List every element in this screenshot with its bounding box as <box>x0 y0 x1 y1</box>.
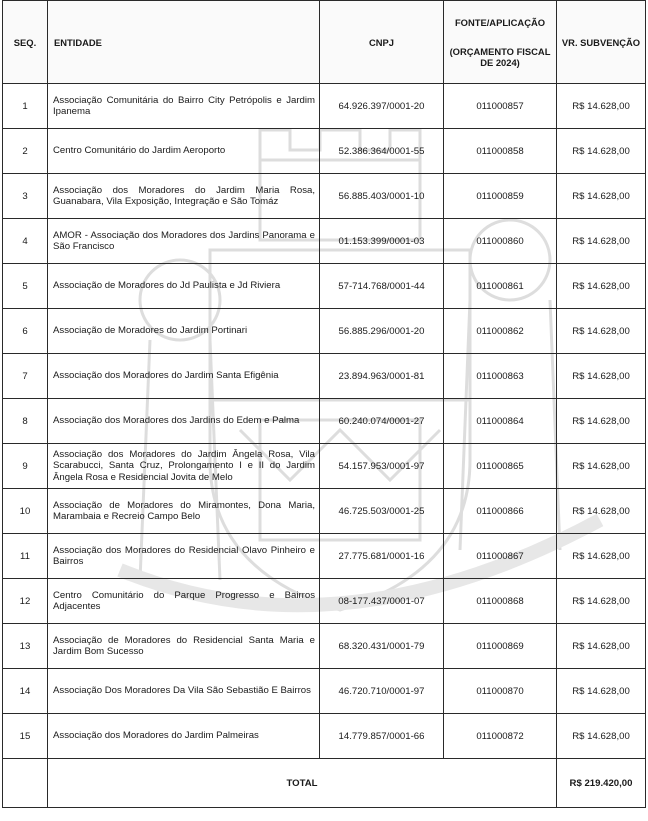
table-row <box>3 219 646 264</box>
total-label: TOTAL <box>48 759 557 808</box>
row-fonte: 011000863 <box>444 354 557 399</box>
table-row <box>3 669 646 714</box>
row-entidade: Associação de Moradores do Jardim Portinari <box>48 309 320 354</box>
row-valor: R$ 14.628,00 <box>557 84 646 129</box>
table-row <box>3 354 646 399</box>
row-fonte: 011000859 <box>444 174 557 219</box>
row-cnpj: 68.320.431/0001-79 <box>320 624 444 669</box>
row-seq: 7 <box>3 354 48 399</box>
header-fonte <box>444 1 557 84</box>
total-row <box>3 759 646 808</box>
table-row <box>3 264 646 309</box>
row-entidade: Associação dos Moradores do Jardim Santa Efigênia <box>48 354 320 399</box>
row-valor: R$ 14.628,00 <box>557 354 646 399</box>
subsidy-table <box>2 0 646 808</box>
row-cnpj: 27.775.681/0001-16 <box>320 534 444 579</box>
row-valor: R$ 14.628,00 <box>557 309 646 354</box>
row-valor: R$ 14.628,00 <box>557 399 646 444</box>
row-fonte: 011000865 <box>444 444 557 489</box>
row-valor: R$ 14.628,00 <box>557 714 646 759</box>
row-valor: R$ 14.628,00 <box>557 129 646 174</box>
row-fonte: 011000862 <box>444 309 557 354</box>
row-cnpj: 57-714.768/0001-44 <box>320 264 444 309</box>
row-cnpj: 14.779.857/0001-66 <box>320 714 444 759</box>
row-seq: 5 <box>3 264 48 309</box>
table-row <box>3 489 646 534</box>
row-entidade: Associação dos Moradores do Jardim Ângela Rosa, Vila Scarabucci, Santa Cruz, Prolongamento I e II do Jardim Ângela Rosa e Residencial Jovita de Melo <box>48 444 320 489</box>
row-cnpj: 56.885.403/0001-10 <box>320 174 444 219</box>
row-entidade: Centro Comunitário do Jardim Aeroporto <box>48 129 320 174</box>
total-spacer-cell <box>3 759 48 808</box>
row-valor: R$ 14.628,00 <box>557 624 646 669</box>
row-fonte: 011000866 <box>444 489 557 534</box>
row-cnpj: 54.157.953/0001-97 <box>320 444 444 489</box>
row-fonte: 011000869 <box>444 624 557 669</box>
row-fonte: 011000860 <box>444 219 557 264</box>
row-entidade: Associação Comunitária do Bairro City Petrópolis e Jardim Ipanema <box>48 84 320 129</box>
row-valor: R$ 14.628,00 <box>557 264 646 309</box>
row-entidade: Associação dos Moradores do Jardim Maria Rosa, Guanabara, Vila Exposição, Integração e São Tomáz <box>48 174 320 219</box>
row-seq: 3 <box>3 174 48 219</box>
header-fonte-line2: (ORÇAMENTO FISCAL DE 2024) <box>449 45 551 68</box>
table-row <box>3 129 646 174</box>
row-cnpj: 08-177.437/0001-07 <box>320 579 444 624</box>
row-cnpj: 60.240.074/0001-27 <box>320 399 444 444</box>
table-header-row <box>3 1 646 84</box>
row-seq: 13 <box>3 624 48 669</box>
header-entidade: ENTIDADE <box>48 1 320 84</box>
row-entidade: Centro Comunitário do Parque Progresso e Bairros Adjacentes <box>48 579 320 624</box>
table-row <box>3 174 646 219</box>
row-fonte: 011000857 <box>444 84 557 129</box>
row-seq: 15 <box>3 714 48 759</box>
header-vr-subvencao: VR. SUBVENÇÃO <box>557 1 646 84</box>
row-seq: 4 <box>3 219 48 264</box>
row-fonte: 011000858 <box>444 129 557 174</box>
header-fonte-line1: FONTE/APLICAÇÃO <box>454 16 546 28</box>
row-cnpj: 64.926.397/0001-20 <box>320 84 444 129</box>
table-row <box>3 624 646 669</box>
row-valor: R$ 14.628,00 <box>557 219 646 264</box>
row-cnpj: 23.894.963/0001-81 <box>320 354 444 399</box>
row-valor: R$ 14.628,00 <box>557 579 646 624</box>
row-seq: 6 <box>3 309 48 354</box>
row-entidade: Associação dos Moradores do Residencial Olavo Pinheiro e Bairros <box>48 534 320 579</box>
row-seq: 14 <box>3 669 48 714</box>
header-cnpj: CNPJ <box>320 1 444 84</box>
row-fonte: 011000872 <box>444 714 557 759</box>
row-valor: R$ 14.628,00 <box>557 174 646 219</box>
row-valor: R$ 14.628,00 <box>557 489 646 534</box>
row-cnpj: 52.386.364/0001-55 <box>320 129 444 174</box>
row-seq: 1 <box>3 84 48 129</box>
row-valor: R$ 14.628,00 <box>557 534 646 579</box>
header-seq: SEQ. <box>3 1 48 84</box>
row-seq: 2 <box>3 129 48 174</box>
table-row <box>3 309 646 354</box>
row-valor: R$ 14.628,00 <box>557 444 646 489</box>
row-entidade: Associação Dos Moradores Da Vila São Sebastião E Bairros <box>48 669 320 714</box>
row-cnpj: 46.725.503/0001-25 <box>320 489 444 534</box>
table-row <box>3 399 646 444</box>
total-value: R$ 219.420,00 <box>557 759 646 808</box>
row-seq: 12 <box>3 579 48 624</box>
row-seq: 9 <box>3 444 48 489</box>
row-valor: R$ 14.628,00 <box>557 669 646 714</box>
row-entidade: AMOR - Associação dos Moradores dos Jardins Panorama e São Francisco <box>48 219 320 264</box>
row-entidade: Associação de Moradores do Miramontes, Dona Maria, Marambaia e Recreio Campo Belo <box>48 489 320 534</box>
row-entidade: Associação de Moradores do Residencial Santa Maria e Jardim Bom Sucesso <box>48 624 320 669</box>
row-fonte: 011000868 <box>444 579 557 624</box>
row-cnpj: 01.153.399/0001-03 <box>320 219 444 264</box>
row-seq: 11 <box>3 534 48 579</box>
row-entidade: Associação de Moradores do Jd Paulista e Jd Riviera <box>48 264 320 309</box>
row-fonte: 011000870 <box>444 669 557 714</box>
row-entidade: Associação dos Moradores dos Jardins do Edem e Palma <box>48 399 320 444</box>
row-cnpj: 56.885.296/0001-20 <box>320 309 444 354</box>
table-row <box>3 444 646 489</box>
row-seq: 10 <box>3 489 48 534</box>
row-seq: 8 <box>3 399 48 444</box>
row-cnpj: 46.720.710/0001-97 <box>320 669 444 714</box>
table-row <box>3 84 646 129</box>
table-row <box>3 579 646 624</box>
row-fonte: 011000861 <box>444 264 557 309</box>
row-fonte: 011000867 <box>444 534 557 579</box>
row-entidade: Associação dos Moradores do Jardim Palmeiras <box>48 714 320 759</box>
table-row <box>3 534 646 579</box>
table-row <box>3 714 646 759</box>
row-fonte: 011000864 <box>444 399 557 444</box>
